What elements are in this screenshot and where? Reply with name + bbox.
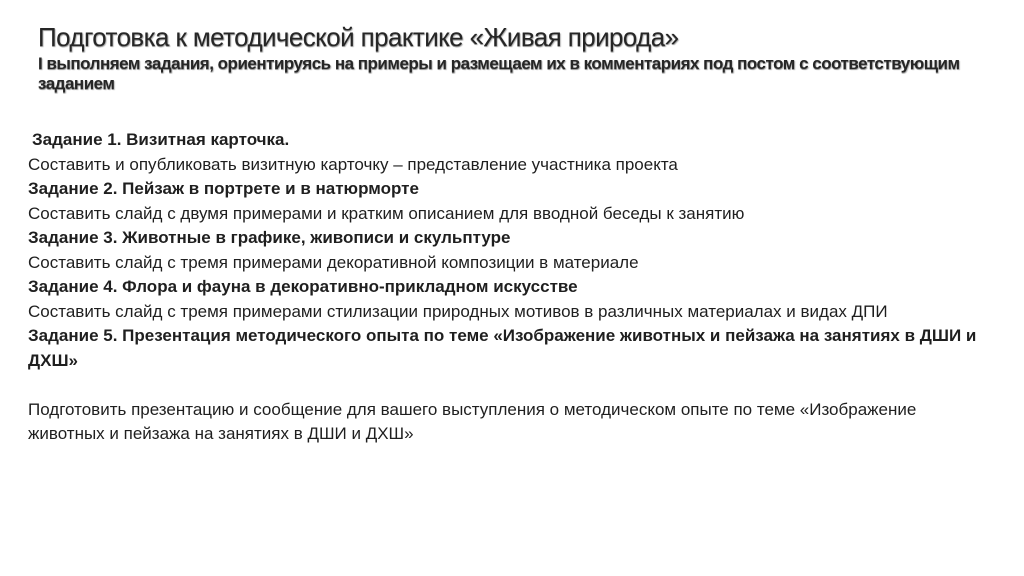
title-block: [38, 22, 998, 94]
task-3-description: Составить слайд с тремя примерами декоративной композиции в материале: [28, 252, 639, 272]
slide-title: Подготовка к методической практике «Живая природа»: [38, 22, 679, 52]
spacer: [28, 373, 988, 398]
task-2-description: Составить слайд с двумя примерами и кратким описанием для вводной беседы к занятию: [28, 203, 745, 223]
task-4-description: Составить слайд с тремя примерами стилизации природных мотивов в различных материалах и видах ДПИ: [28, 301, 888, 321]
task-list: [28, 128, 988, 447]
task-4-title: Задание 4. Флора и фауна в декоративно-прикладном искусстве: [28, 277, 578, 296]
task-2-title: Задание 2. Пейзаж в портрете и в натюрморте: [28, 179, 419, 198]
task-3-title: Задание 3. Животные в графике, живописи и скульптуре: [28, 228, 511, 247]
slide-subtitle: I выполняем задания, ориентируясь на примеры и размещаем их в комментариях под постом с соответствующим заданием: [38, 54, 960, 93]
task-5-title: Задание 5. Презентация методического опыта по теме «Изображение животных и пейзажа на занятиях в ДШИ и ДХШ»: [28, 326, 977, 370]
task-1-title: Задание 1. Визитная карточка.: [32, 130, 290, 149]
task-1-description: Составить и опубликовать визитную карточку – представление участника проекта: [28, 154, 678, 174]
task-5-description: Подготовить презентацию и сообщение для вашего выступления о методическом опыте по теме «Изображение животных и пейзажа на занятиях в ДШИ и ДХШ»: [28, 399, 917, 443]
